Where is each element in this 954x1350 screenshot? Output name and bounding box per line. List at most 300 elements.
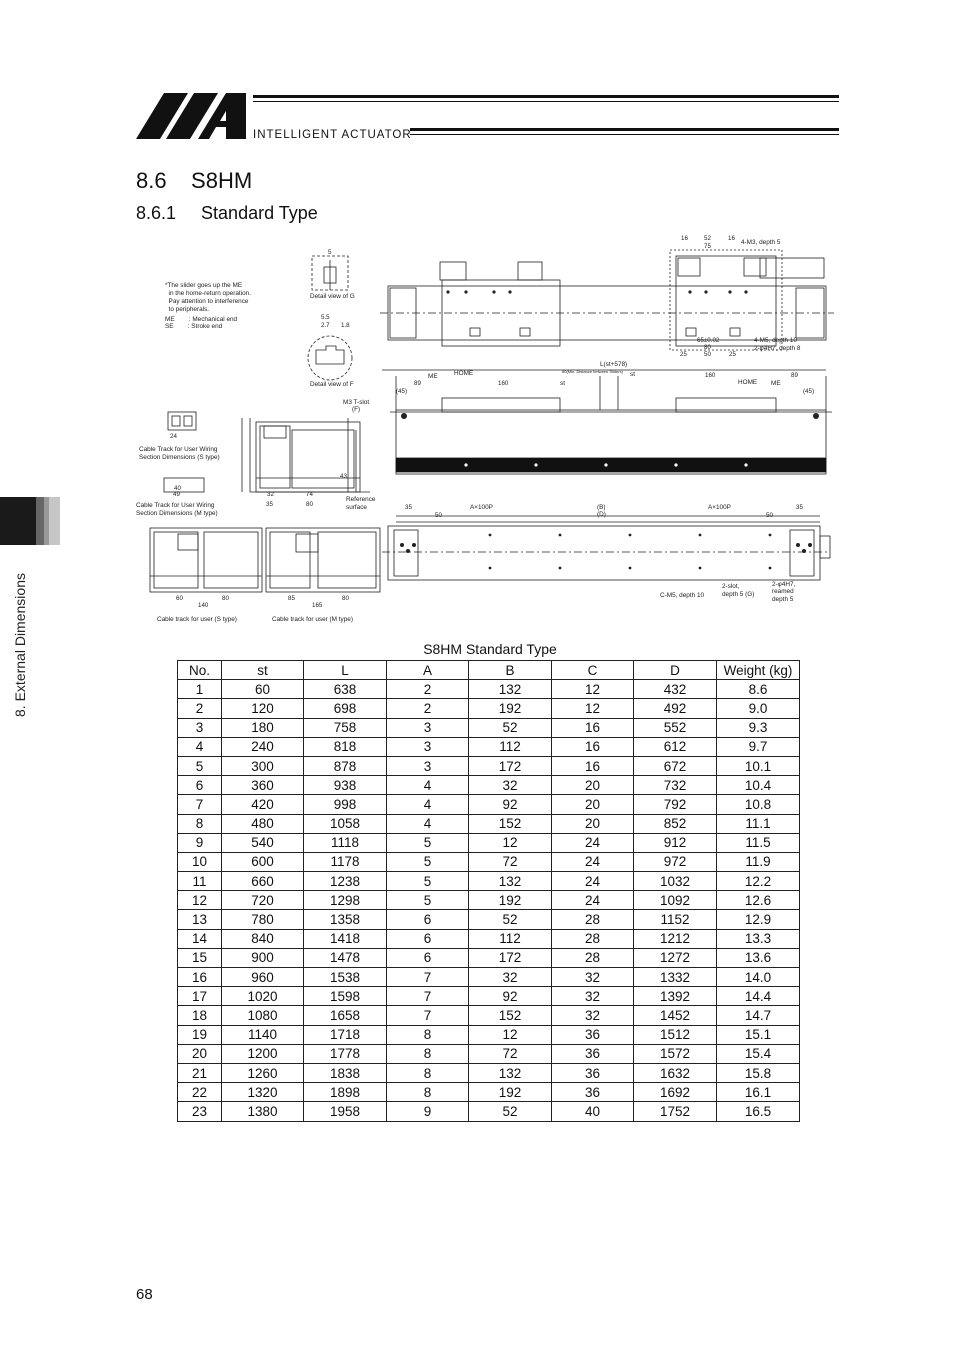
- table-cell: 20: [552, 776, 634, 795]
- table-cell: 240: [222, 737, 304, 756]
- table-cell: 1478: [304, 948, 387, 967]
- table-cell: 1598: [304, 987, 387, 1006]
- table-row: [178, 699, 800, 718]
- table-cell: 16: [552, 756, 634, 775]
- table-cell: 20: [552, 814, 634, 833]
- header-rule-thin: [253, 101, 839, 102]
- table-cell: 9.0: [717, 699, 800, 718]
- table-cell: 28: [552, 948, 634, 967]
- iai-logo: [136, 93, 252, 141]
- table-cell: 878: [304, 756, 387, 775]
- table-cell: 1392: [634, 987, 717, 1006]
- table-cell: 152: [469, 1006, 552, 1025]
- table-cell: 180: [222, 718, 304, 737]
- table-cell: 192: [469, 699, 552, 718]
- svg-text:60: 60: [176, 595, 183, 602]
- table-cell: 72: [469, 1044, 552, 1063]
- svg-text:24: 24: [170, 433, 177, 440]
- d-label: (D): [597, 511, 606, 518]
- table-cell: 22: [178, 1083, 222, 1102]
- table-row: [178, 718, 800, 737]
- table-cell: 11.1: [717, 814, 800, 833]
- table-cell: 120: [222, 699, 304, 718]
- table-cell: 552: [634, 718, 717, 737]
- table-cell: 8: [387, 1063, 469, 1082]
- table-cell: 12.9: [717, 910, 800, 929]
- table-cell: 2: [387, 699, 469, 718]
- table-cell: 1: [178, 680, 222, 699]
- table-cell: 11: [178, 872, 222, 891]
- table-cell: 1320: [222, 1083, 304, 1102]
- table-cell: 132: [469, 1063, 552, 1082]
- table-cell: 28: [552, 929, 634, 948]
- table-cell: 52: [469, 910, 552, 929]
- table-cell: 15: [178, 948, 222, 967]
- table-cell: 612: [634, 737, 717, 756]
- table-cell: 12: [552, 680, 634, 699]
- table-cell: 12: [178, 891, 222, 910]
- table-cell: 4: [387, 814, 469, 833]
- table-cell: 9: [387, 1102, 469, 1121]
- table-cell: 15.8: [717, 1063, 800, 1082]
- table-cell: 5: [387, 872, 469, 891]
- detail-view-f: [308, 336, 352, 380]
- table-cell: 7: [178, 795, 222, 814]
- note-line-2: in the home-return operation.: [165, 290, 251, 297]
- table-cell: 1358: [304, 910, 387, 929]
- table-cell: 780: [222, 910, 304, 929]
- page-number: 68: [136, 1286, 153, 1303]
- svg-text:35: 35: [405, 504, 412, 511]
- table-cell: 14.4: [717, 987, 800, 1006]
- svg-text:35: 35: [266, 501, 273, 508]
- table-cell: 10.1: [717, 756, 800, 775]
- table-cell: 432: [634, 680, 717, 699]
- table-cell: 300: [222, 756, 304, 775]
- min-distance-label: 80(Min. Distance between Sliders): [562, 369, 623, 374]
- table-cell: 192: [469, 891, 552, 910]
- table-cell: 698: [304, 699, 387, 718]
- table-row: [178, 737, 800, 756]
- table-cell: 732: [634, 776, 717, 795]
- cm5-label: C-M5, depth 10: [660, 592, 705, 599]
- me-label-left: ME: [428, 373, 438, 380]
- table-row: [178, 891, 800, 910]
- table-cell: 1658: [304, 1006, 387, 1025]
- table-cell: 3: [178, 718, 222, 737]
- table-cell: 1178: [304, 852, 387, 871]
- table-cell: 6: [178, 776, 222, 795]
- table-cell: 3: [387, 756, 469, 775]
- table-cell: 21: [178, 1063, 222, 1082]
- table-cell: 32: [469, 776, 552, 795]
- table-row: [178, 929, 800, 948]
- table-cell: 36: [552, 1044, 634, 1063]
- table-cell: 24: [552, 891, 634, 910]
- cable-s-label-1: Cable Track for User Wiring: [139, 446, 218, 453]
- table-cell: 20: [552, 795, 634, 814]
- svg-text:52: 52: [704, 235, 711, 242]
- col-weight: Weight (kg): [717, 661, 800, 680]
- table-cell: 852: [634, 814, 717, 833]
- table-cell: 5: [387, 833, 469, 852]
- table-cell: 36: [552, 1083, 634, 1102]
- table-cell: 480: [222, 814, 304, 833]
- table-row: [178, 1006, 800, 1025]
- table-cell: 7: [387, 1006, 469, 1025]
- table-cell: 1200: [222, 1044, 304, 1063]
- table-cell: 938: [304, 776, 387, 795]
- table-cell: 8: [387, 1025, 469, 1044]
- svg-text:165: 165: [312, 602, 323, 609]
- spec-table: [177, 660, 800, 1122]
- table-row: [178, 756, 800, 775]
- table-cell: 840: [222, 929, 304, 948]
- table-cell: 1418: [304, 929, 387, 948]
- section-subtitle: 8.6.1 Standard Type: [136, 203, 318, 223]
- table-cell: 1260: [222, 1063, 304, 1082]
- side-view-base-bar: [396, 458, 826, 472]
- table-cell: 18: [178, 1006, 222, 1025]
- table-cell: 6: [387, 910, 469, 929]
- table-cell: 112: [469, 737, 552, 756]
- table-cell: 1512: [634, 1025, 717, 1044]
- table-cell: 1092: [634, 891, 717, 910]
- table-cell: 28: [552, 910, 634, 929]
- table-cell: 360: [222, 776, 304, 795]
- col-c: C: [552, 661, 634, 680]
- header-rule-bottom: [410, 128, 839, 131]
- table-cell: 13: [178, 910, 222, 929]
- table-row: [178, 1044, 800, 1063]
- note-line-3: Pay attention to interference: [165, 298, 249, 305]
- a100-right: A×100P: [708, 504, 731, 511]
- table-cell: 1118: [304, 833, 387, 852]
- svg-text:160: 160: [498, 380, 509, 387]
- svg-text:25: 25: [680, 351, 687, 358]
- table-cell: 9: [178, 833, 222, 852]
- svg-text:74: 74: [306, 491, 313, 498]
- table-cell: 4: [387, 795, 469, 814]
- table-cell: 1752: [634, 1102, 717, 1121]
- table-cell: 14: [178, 929, 222, 948]
- table-cell: 998: [304, 795, 387, 814]
- cable-m-caption: Cable track for user (M type): [272, 616, 353, 623]
- table-cell: 60: [222, 680, 304, 699]
- table-cell: 1538: [304, 968, 387, 987]
- slot-label-2: depth 5 (G): [722, 591, 755, 598]
- svg-text:5: 5: [328, 249, 332, 256]
- table-cell: 1572: [634, 1044, 717, 1063]
- table-row: [178, 948, 800, 967]
- table-row: [178, 910, 800, 929]
- table-row: [178, 795, 800, 814]
- col-a: A: [387, 661, 469, 680]
- svg-text:50: 50: [435, 512, 442, 519]
- bottom-view: [382, 516, 830, 580]
- table-cell: 32: [552, 1006, 634, 1025]
- table-cell: 1080: [222, 1006, 304, 1025]
- st-label-side: st: [560, 380, 565, 387]
- table-cell: 720: [222, 891, 304, 910]
- brand-name: INTELLIGENT ACTUATOR: [253, 129, 412, 141]
- table-row: [178, 872, 800, 891]
- table-cell: 1778: [304, 1044, 387, 1063]
- table-cell: 14.0: [717, 968, 800, 987]
- b-label: (B): [597, 504, 606, 511]
- table-row: [178, 1083, 800, 1102]
- svg-text:1.8: 1.8: [341, 322, 350, 329]
- legend-me: ME : Mechanical end: [165, 316, 238, 323]
- cable-s-caption: Cable track for user (S type): [157, 616, 237, 623]
- table-cell: 13.3: [717, 929, 800, 948]
- table-cell: 10: [178, 852, 222, 871]
- table-cell: 172: [469, 948, 552, 967]
- table-cell: 1380: [222, 1102, 304, 1121]
- table-cell: 17: [178, 987, 222, 1006]
- table-cell: 11.5: [717, 833, 800, 852]
- table-row: [178, 1102, 800, 1121]
- table-cell: 23: [178, 1102, 222, 1121]
- table-cell: 5: [387, 852, 469, 871]
- svg-text:25: 25: [729, 351, 736, 358]
- table-cell: 16.1: [717, 1083, 800, 1102]
- svg-text:(45): (45): [396, 388, 408, 395]
- svg-text:35: 35: [796, 504, 803, 511]
- table-cell: 1020: [222, 987, 304, 1006]
- table-cell: 152: [469, 814, 552, 833]
- table-cell: 19: [178, 1025, 222, 1044]
- side-tab: [0, 497, 60, 545]
- table-cell: 8.6: [717, 680, 800, 699]
- legend-se: SE : Stroke end: [165, 323, 223, 330]
- note-line-4: to peripherals.: [165, 306, 210, 313]
- table-cell: 972: [634, 852, 717, 871]
- svg-text:80: 80: [704, 344, 711, 351]
- table-row: [178, 987, 800, 1006]
- table-cell: 420: [222, 795, 304, 814]
- m3-tslot-label: M3 T-slot: [343, 399, 370, 406]
- reference-label-1: Reference: [346, 496, 376, 503]
- svg-text:85: 85: [288, 595, 295, 602]
- table-row: [178, 968, 800, 987]
- top-2phi-label: 2-φ4H7, depth 8: [754, 345, 801, 352]
- cable-section-m: [164, 478, 204, 492]
- svg-text:160: 160: [705, 372, 716, 379]
- cable-track-s-view: [150, 528, 262, 592]
- st-label-side-2: st: [630, 371, 635, 378]
- table-cell: 12: [552, 699, 634, 718]
- table-cell: 960: [222, 968, 304, 987]
- svg-text:65±0.02: 65±0.02: [697, 337, 720, 344]
- table-cell: 540: [222, 833, 304, 852]
- table-cell: 15.4: [717, 1044, 800, 1063]
- cable-track-m-view: [266, 528, 380, 592]
- table-cell: 792: [634, 795, 717, 814]
- length-label: L(st+578): [600, 361, 628, 368]
- detail-f-label: Detail view of F: [310, 381, 354, 388]
- svg-text:5.5: 5.5: [321, 314, 330, 321]
- svg-text:50: 50: [766, 512, 773, 519]
- col-d: D: [634, 661, 717, 680]
- table-cell: 10.4: [717, 776, 800, 795]
- table-row: [178, 776, 800, 795]
- table-cell: 818: [304, 737, 387, 756]
- svg-text:16: 16: [681, 235, 688, 242]
- col-l: L: [304, 661, 387, 680]
- table-cell: 52: [469, 1102, 552, 1121]
- home-label-right: HOME: [738, 379, 758, 386]
- table-cell: 1718: [304, 1025, 387, 1044]
- table-cell: 36: [552, 1063, 634, 1082]
- table-cell: 32: [552, 987, 634, 1006]
- table-cell: 16.5: [717, 1102, 800, 1121]
- table-cell: 7: [387, 987, 469, 1006]
- dimension-drawing: [130, 230, 840, 630]
- table-cell: 1212: [634, 929, 717, 948]
- table-cell: 52: [469, 718, 552, 737]
- table-cell: 12.2: [717, 872, 800, 891]
- table-cell: 11.9: [717, 852, 800, 871]
- table-cell: 600: [222, 852, 304, 871]
- table-row: [178, 852, 800, 871]
- table-cell: 192: [469, 1083, 552, 1102]
- table-cell: 10.8: [717, 795, 800, 814]
- table-cell: 672: [634, 756, 717, 775]
- table-cell: 8: [178, 814, 222, 833]
- table-cell: 8: [387, 1083, 469, 1102]
- detail-view-g: [312, 256, 348, 290]
- note-line-1: *The slider goes up the ME: [165, 282, 243, 289]
- table-cell: 5: [178, 756, 222, 775]
- cable-s-label-2: Section Dimensions (S type): [139, 454, 220, 461]
- table-cell: 1692: [634, 1083, 717, 1102]
- table-cell: 32: [469, 968, 552, 987]
- table-cell: 3: [387, 718, 469, 737]
- svg-text:16: 16: [728, 235, 735, 242]
- table-cell: 24: [552, 833, 634, 852]
- table-cell: 5: [387, 891, 469, 910]
- home-label-left: HOME: [454, 370, 474, 377]
- svg-text:140: 140: [198, 602, 209, 609]
- table-cell: 1452: [634, 1006, 717, 1025]
- table-cell: 912: [634, 833, 717, 852]
- table-cell: 900: [222, 948, 304, 967]
- svg-text:75: 75: [704, 243, 711, 250]
- table-cell: 12: [469, 1025, 552, 1044]
- end-section-view: [242, 418, 370, 492]
- table-cell: 1140: [222, 1025, 304, 1044]
- table-cell: 13.6: [717, 948, 800, 967]
- a100-left: A×100P: [470, 504, 493, 511]
- header-rule-bottom-thin: [410, 134, 839, 135]
- table-cell: 758: [304, 718, 387, 737]
- top-4m3-label: 4-M3, depth 5: [741, 239, 781, 246]
- table-cell: 660: [222, 872, 304, 891]
- table-cell: 1332: [634, 968, 717, 987]
- me-label-right: ME: [771, 380, 781, 387]
- svg-text:49: 49: [173, 491, 180, 498]
- table-cell: 1958: [304, 1102, 387, 1121]
- svg-text:43: 43: [340, 473, 347, 480]
- f-mark: (F): [352, 406, 361, 413]
- table-cell: 6: [387, 948, 469, 967]
- table-cell: 92: [469, 795, 552, 814]
- table-cell: 1058: [304, 814, 387, 833]
- table-body: [178, 680, 800, 1121]
- svg-text:50: 50: [704, 351, 711, 358]
- table-cell: 1898: [304, 1083, 387, 1102]
- svg-text:89: 89: [414, 380, 421, 387]
- table-row: [178, 814, 800, 833]
- cable-m-label-2: Section Dimensions (M type): [136, 510, 218, 517]
- side-tab-label: 8. External Dimensions: [12, 573, 28, 717]
- table-cell: 1238: [304, 872, 387, 891]
- table-cell: 8: [387, 1044, 469, 1063]
- top-view: [380, 250, 834, 370]
- table-row: [178, 1025, 800, 1044]
- table-cell: 15.1: [717, 1025, 800, 1044]
- table-cell: 7: [387, 968, 469, 987]
- col-b: B: [469, 661, 552, 680]
- table-cell: 4: [387, 776, 469, 795]
- svg-text:80: 80: [306, 501, 313, 508]
- table-cell: 172: [469, 756, 552, 775]
- table-row: [178, 1063, 800, 1082]
- table-cell: 40: [552, 1102, 634, 1121]
- section-title: 8.6 S8HM: [136, 168, 253, 193]
- table-cell: 132: [469, 872, 552, 891]
- table-cell: 24: [552, 872, 634, 891]
- table-cell: 20: [178, 1044, 222, 1063]
- table-cell: 9.3: [717, 718, 800, 737]
- table-cell: 3: [387, 737, 469, 756]
- table-cell: 16: [552, 737, 634, 756]
- header-rule-top: [253, 95, 839, 98]
- table-cell: 24: [552, 852, 634, 871]
- table-cell: 2: [387, 680, 469, 699]
- table-cell: 32: [552, 968, 634, 987]
- table-cell: 12.6: [717, 891, 800, 910]
- table-cell: 16: [552, 718, 634, 737]
- reamed-label-2: reamed: [772, 588, 794, 595]
- table-cell: 4: [178, 737, 222, 756]
- table-cell: 1838: [304, 1063, 387, 1082]
- table-header-row: [178, 661, 800, 680]
- top-4m5-label: 4-M5, depth 10: [754, 337, 797, 344]
- detail-g-label: Detail view of G: [310, 293, 355, 300]
- reference-label-2: surface: [346, 504, 367, 511]
- table-cell: 9.7: [717, 737, 800, 756]
- cable-m-label-1: Cable Track for User Wiring: [136, 502, 215, 509]
- svg-text:40: 40: [174, 485, 181, 492]
- table-caption: S8HM Standard Type: [423, 641, 557, 657]
- svg-text:(45): (45): [803, 388, 815, 395]
- table-cell: 1298: [304, 891, 387, 910]
- svg-text:80: 80: [342, 595, 349, 602]
- table-cell: 14.7: [717, 1006, 800, 1025]
- table-cell: 12: [469, 833, 552, 852]
- reamed-label-3: depth 5: [772, 596, 794, 603]
- col-st: st: [222, 661, 304, 680]
- table-cell: 1272: [634, 948, 717, 967]
- svg-text:2.7: 2.7: [321, 322, 330, 329]
- table-row: [178, 680, 800, 699]
- table-cell: 132: [469, 680, 552, 699]
- table-cell: 638: [304, 680, 387, 699]
- slot-label-1: 2-slot,: [722, 583, 740, 590]
- table-cell: 36: [552, 1025, 634, 1044]
